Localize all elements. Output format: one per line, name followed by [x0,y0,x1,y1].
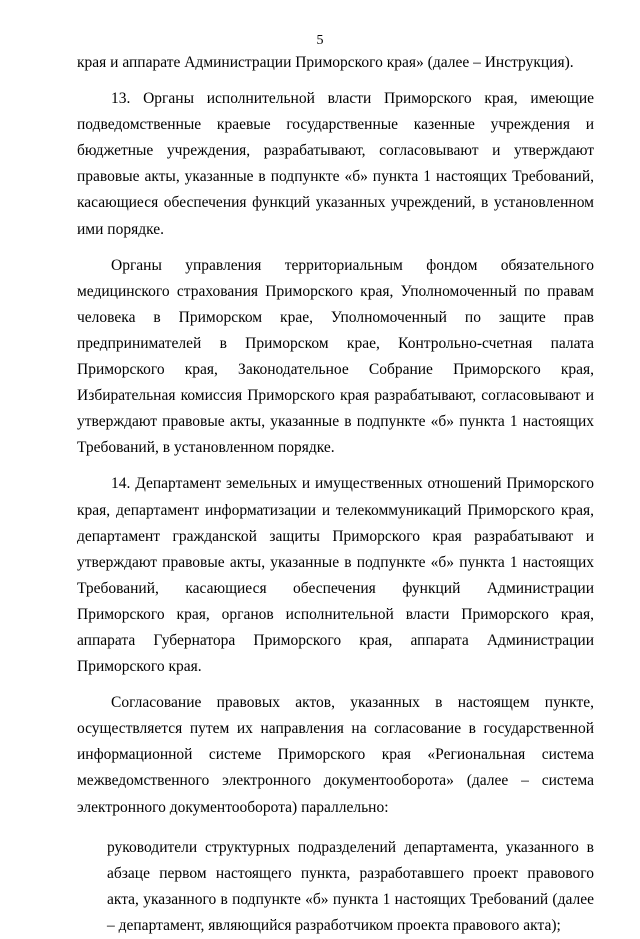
paragraph-continuation: края и аппарате Администрации Приморского края» (далее – Инструкция). [77,54,574,71]
document-body [77,50,594,939]
paragraph-item-13: 13. Органы исполнительной власти Приморского края, имеющие подведомственные краевые государственные казенные учреждения и бюджетные учреждения, разрабатывают, согласовывают и утверждают правовые акты, указанные в подпункте «б» пункта 1 настоящих Требований, касающиеся обеспечения функций указанных учреждений, в установленном ими порядке. [77,90,594,238]
page-number: 5 [316,33,324,48]
paragraph-heads: руководители структурных подразделений департамента, указанного в абзаце первом настоящего пункта, разработавшего проект правового акта, указанного в подпункте «б» пункта 1 настоящих Требований (далее – департамент, являющийся разработчиком проекта правового акта); [107,838,594,934]
paragraph-organs: Органы управления территориальным фондом обязательного медицинского страхования Приморского края, Уполномоченный по правам человека в Приморском крае, Уполномоченный по защите прав предпринимателей в Приморском крае, Контрольно-счетная палата Приморского края, Законодательное Собрание Приморского края, Избирательная комиссия Приморского края разрабатывают, согласовывают и утверждают правовые акты, указанные в подпункте «б» пункта 1 настоящих Требований, в установленном порядке. [77,256,594,457]
paragraph-approval: Согласование правовых актов, указанных в настоящем пункте, осуществляется путем их направления на согласование в государственной информационной системе Приморского края «Региональная система межведомственного электронного документооборота» (далее – система электронного документооборота) параллельно: [77,694,594,816]
paragraph-item-14: 14. Департамент земельных и имущественных отношений Приморского края, департамент информатизации и телекоммуникаций Приморского края, департамент гражданской защиты Приморского края разрабатывают и утверждают правовые акты, указанные в подпункте «б» пункта 1 настоящих Требований, касающиеся обеспечения функций Администрации Приморского края, органов исполнительной власти Приморского края, аппарата Губернатора Приморского края, аппарата Администрации Приморского края. [77,475,594,676]
